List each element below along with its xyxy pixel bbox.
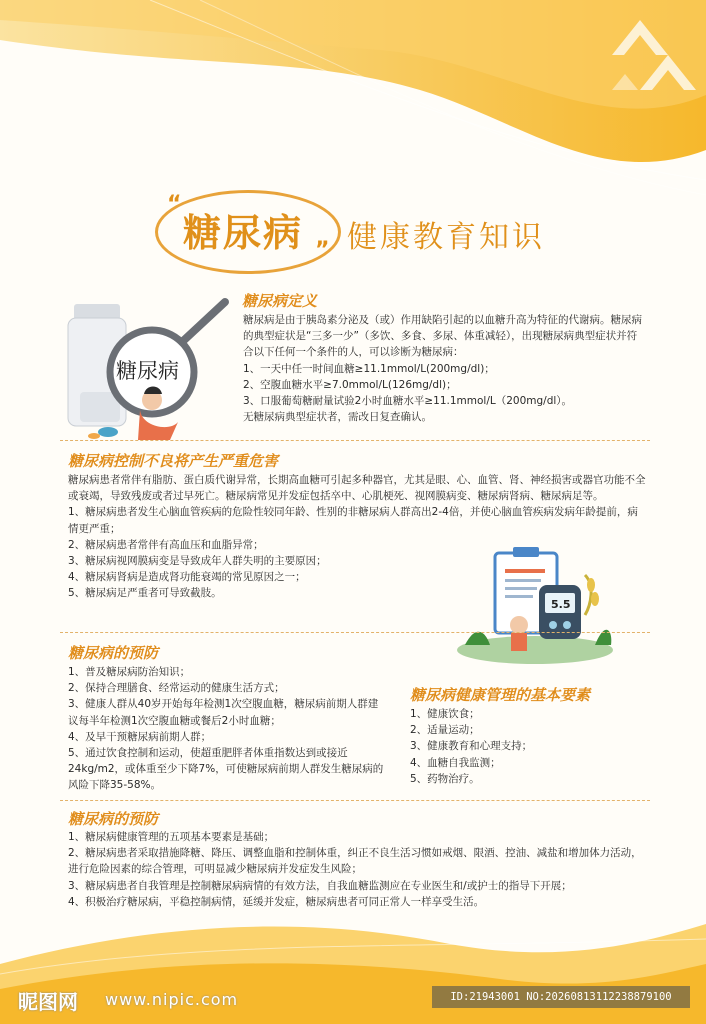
definition-item: 2、空腹血糖水平≥7.0mmol/L(126mg/dl)； — [243, 378, 457, 391]
title-main: 糖尿病 — [183, 211, 304, 255]
harm-item: 3、糖尿病视网膜病变是导致成年人群失明的主要原因； — [68, 555, 327, 568]
meter-reading: 5.5 — [551, 598, 571, 611]
harm-item: 5、糖尿病足严重者可导致截肢。 — [68, 587, 222, 600]
definition-paragraph: 糖尿病是由于胰岛素分泌及（或）作用缺陷引起的以血糖升高为特征的代谢病。糖尿病的典型症状是“三多一少”（多饮、多食、多尿、体重减轻），出现糖尿病典型症状并符合以下任何一个条件的人，可以诊断为糖尿病： — [243, 314, 642, 359]
harm-item: 4、糖尿病肾病是造成肾功能衰竭的常见原因之一； — [68, 571, 306, 584]
management-item: 2、适量运动； — [410, 724, 480, 737]
watermark-logo: 昵图网 — [18, 990, 78, 1014]
harm-item: 2、糖尿病患者常伴有高血压和血脂异常； — [68, 538, 264, 551]
section-body-definition — [243, 312, 643, 425]
watermark-id: ID:21943001 NO:20260813112238879100 — [432, 986, 690, 1008]
prevention2-item: 3、糖尿病患者自我管理是控制糖尿病病情的有效方法，自我血糖监测应在专业医生和/或护士的指导下开展； — [68, 879, 572, 892]
section-body-prevention — [68, 664, 386, 794]
definition-item: 1、一天中任一时间血糖≥11.1mmol/L(200mg/dl)； — [243, 362, 495, 375]
section-title-definition: 糖尿病定义 — [242, 292, 318, 310]
management-item: 3、健康教育和心理支持； — [410, 740, 533, 753]
title-subtitle: 健康教育知识 — [347, 220, 545, 255]
page-title — [155, 190, 575, 270]
watermark-url: www.nipic.com — [105, 990, 239, 1009]
management-item: 4、血糖自我监测； — [410, 756, 501, 769]
divider — [60, 800, 650, 801]
prevention2-item: 1、糖尿病健康管理的五项基本要素是基础； — [68, 831, 275, 843]
prevention2-item: 4、积极治疗糖尿病，平稳控制病情，延缓并发症，糖尿病患者可同正常人一样享受生活。 — [68, 895, 485, 908]
section-body-management — [410, 706, 650, 787]
divider — [60, 632, 650, 633]
prevention-item: 2、保持合理膳食、经常运动的健康生活方式； — [68, 682, 285, 695]
prevention2-item: 2、糖尿病患者采取措施降糖、降压、调整血脂和控制体重，纠正不良生活习惯如戒烟、限酒、控油、减盐和增加体力活动，进行危险因素的综合管理，可明显减少糖尿病并发症发生风险； — [68, 847, 642, 876]
glucose-meter-illustration — [455, 545, 615, 665]
management-item: 5、药物治疗。 — [410, 772, 480, 785]
definition-item: 3、口服葡萄糖耐量试验2小时血糖水平≥11.1mmol/L（200mg/dl）。 — [243, 395, 573, 408]
prevention-item: 1、普及糖尿病防治知识； — [68, 666, 191, 678]
section-body-prevention-2 — [68, 829, 646, 910]
top-wave-decoration — [0, 0, 706, 210]
section-title-prevention: 糖尿病的预防 — [68, 644, 159, 662]
section-title-harm: 糖尿病控制不良将产生严重危害 — [68, 452, 279, 470]
prevention-item: 3、健康人群从40岁开始每年检测1次空腹血糖，糖尿病前期人群建议每半年检测1次空腹血糖或餐后2小时血糖； — [68, 698, 379, 727]
management-item: 1、健康饮食； — [410, 708, 480, 720]
definition-note: 无糖尿病典型症状者，需改日复查确认。 — [243, 411, 432, 424]
illustration-label: 糖尿病 — [116, 359, 179, 383]
quote-open-mark: “ — [167, 192, 182, 217]
divider — [60, 440, 650, 441]
section-title-management: 糖尿病健康管理的基本要素 — [410, 686, 591, 704]
harm-paragraph: 糖尿病患者常伴有脂肪、蛋白质代谢异常，长期高血糖可引起多种器官，尤其是眼、心、血管、肾、神经损害或器官功能不全或衰竭，导致残废或者过早死亡。糖尿病常见并发症包括卒中、心肌梗死、视网膜病变、糖尿病肾病、糖尿病足等。 — [68, 474, 646, 503]
quote-close-mark: ” — [315, 238, 330, 263]
magnifier-illustration — [60, 292, 235, 442]
section-title-prevention-2: 糖尿病的预防 — [68, 810, 159, 828]
prevention-item: 4、及早干预糖尿病前期人群； — [68, 730, 212, 743]
harm-item: 1、糖尿病患者发生心脑血管疾病的危险性较同年龄、性别的非糖尿病人群高出2-4倍，并使心脑血管疾病发病年龄提前，病情更严重； — [68, 506, 638, 535]
prevention-item: 5、通过饮食控制和运动，使超重肥胖者体重指数达到或接近24kg/m2，或体重至少下降7%，可使糖尿病前期人群发生糖尿病的风险下降35-58%。 — [68, 747, 384, 792]
